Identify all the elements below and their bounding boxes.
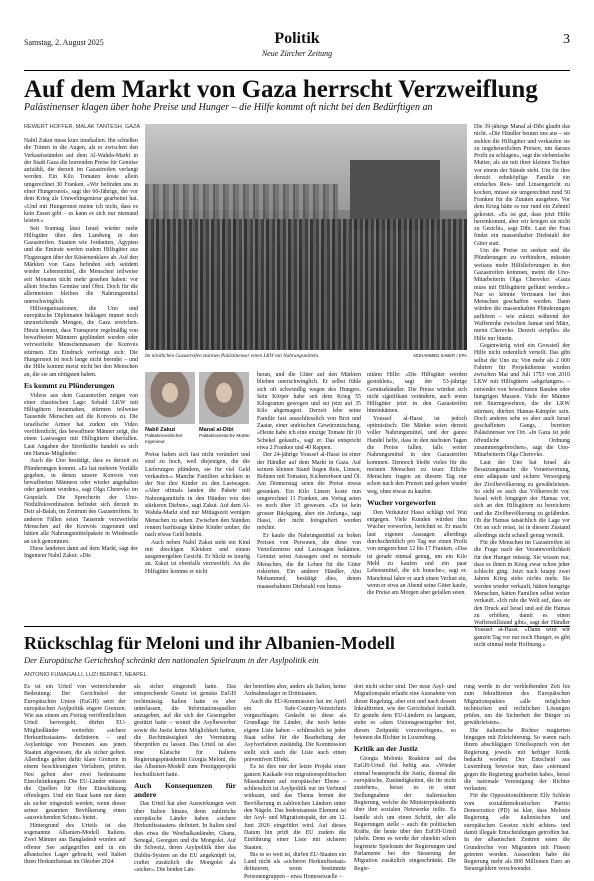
article2-column-4: dort nicht sicher sind. Der neue Asyl- und Migrationspakt erlaubt eine Ausnahme von dieser Regelung, aber erst und nach dessen Inkrafttreten, wie der Gerichtshof festhält. Er gesteht dem EU-Ländern zu langsam, stehe es «dem Unionsgesetzgeber frei, diesen Zeitpunkt vorzuverlegen», so betonen die Richter in Luxemburg. Kritik an der Justiz Giorgia Melonis Reaktion auf das EuGH-Urteil fiel heftig aus. «Wieder einmal beansprucht die Justiz, diesmal die europäische, Zuständigkeiten, die ihr nicht zustehen», heisst es in einer Stellungnahme der italienischen Regierung, welche die Ministerpräsidentin über ihre sozialen Netzwerke teilte. Es handle sich um einen Schritt, der alle Regierungen stelle – auch die politischen Kräfte, die heute über den EuGH-Urteil jubeln. Denn es werde der ohnehin schon begrenzte Spielraum der Regierungen und Parlamente bei der Steuerung der Migration zusätzlich eingeschränkt. Die Regie- xyxy=(354,684,456,872)
article1-column-5: Die 39-jährige Manal al-Dibi glaubt das nicht. «Die Händler beuten uns aus – sie stehlen die Hilfsgüter und verkaufen sie zu ungeheuerlichen Preisen, um daraus Profit zu schlagen», sagt die siebenfache Mutter, als sie mit ihrer kleinen Tochter vor einem der Stände steht. Um für ihre derzeit zehnköpfige Familie ein einfaches Reis- und Linsengericht zu kochen, müsse sie umgerechnet rund 50 Franken für die Zutaten ausgeben. Vor dem Krieg hätte es nur rund ein Zehntel gekostet. «Es ist gut, dass jetzt Hilfe hereinkommt, aber wir kriegen sie nicht zu Gesicht», sagt Dibi. Laut der Frau findet ein massenhafter Diebstahl der Güter statt. Um die Preise zu senken und die Plünderungen zu verhindern, müssten weitaus mehr Hilfslieferungen in den Gazastreifen kommen, meint die Uno-Mitarbeiterin Olga Cherevko: «Gaza muss mit Hilfsgütern geflutet werden.» Nur so könnte Vertrauen bei den Menschen geschaffen werden. Dann würden die massenhaften Plünderungen aufhören – wie zuletzt während der Waffenruhe zwischen Januar und März, meint Cherevko. Derzeit «tröpfle» die Hilfe nur hinein. Gegenwärtig wird ein Grossteil der Hilfe nicht ordentlich verteilt. Das gibt selbst die Uno zu: Von mehr als 2 000 Fahrten für Projektdienste wurden zwischen Mai und Juli 1753 von 2010 LKW mit Hilfsgütern «abgefangen» – entweder von bewaffneten Banden oder hungrigen Massen. Viele der Männer mit Sturmgewehren, die die LKW stürmen, dürften Hamas-Kämpfer sein. Doch anderes sehe es aber auch Israel geschaffenen Gangs, bereiten Palästinenser vor Ort. «In Gaza ist jede öffentliche Ordnung zusammengebrochen», sagt die Uno-Mitarbeiterin Olga Cherevko. Laut der Uno hat Israel als Besatzungsmacht die Verantwortung, eine adäquate und sichere Versorgung der Zivilbevölkerung zu gewährleisten. So sieht es auch das Völkerrecht vor. Israel wirft hingegen der Hamas vor, sich an den Hilfsgütern zu bereichern und die Zivilbevölkerung zu gefährden. Ob die Hamas tatsächlich die Lage vor Ort an sich reisst, ist in diesem Zustand allerdings nicht schnell genug verteilt. Für die Menschen im Gazastreifen ist die Frage nach der Verantwortlichkeit für den Hunger müssig. Sie wissen nur, dass es ihnen in Krieg zwar schon jeher schlecht ging. Jetzt nach knapp zwei Jahren Krieg stehe nichts mehr. Sie werden wieder verkauft, hätten hungrige Menschen, hätten Familien selbst weiter verkauft. «Ich rufe die Welt auf, dass sie den Druck auf Israel und auf die Hamas zu erhöhen, damit es einen Waffenstillstand gibt», sagt der Händler Youssef al-Hassi. «Dann wird wir ganzen Tag vor nur noch Hunger, es gibt nicht einmal mehr Hoffnung.» xyxy=(474,124,570,649)
article2-headline: Rückschlag für Meloni und ihr Albanien-Modell xyxy=(24,633,395,653)
article1-subheading-1: Es kommt zu Plünderungen xyxy=(24,380,115,390)
issue-date: Samstag, 2. August 2025 xyxy=(24,38,104,47)
portrait-role: Palästinensische Mutter xyxy=(199,434,250,439)
masthead: Neue Zürcher Zeitung xyxy=(261,49,333,58)
portrait-name: Manal al-Dibi xyxy=(199,427,234,433)
portrait-name: Nabil Zakut xyxy=(145,427,176,433)
portrait-role: Palästinensischer Ingenieur xyxy=(145,434,183,445)
article1-column-2: Preise haben sich fast nicht verändert und sind zu hoch, weil diejenigen, die die Lieferungen plündern, sie für viel Geld verkaufen.» Manche Familien schickten in der Not ihre Kinder zu den Lastwagen. «Aber oftmals landen die Pakete mit Nahrungsmitteln in den Händen von den stärkeren Dieben», sagt Zakut. Auf dem Al-Wahda-Markt sind nur Mittagszeit wenigen Menschen zu sehen. Zwischen den Ständen rennen barfüssige kleine Kinder umher, die nach etwas Geld betteln. Auch neben Nabil Zakut steht ein Kind mit dreckigen Kleidern und einem ausgemergelten Gesicht. Er blickt es traurig an. Zakut ist ebenfalls verzweifelt. An die Hilfsgüter komme er nicht xyxy=(145,452,250,575)
header-rule xyxy=(24,70,570,71)
section-title: Politik xyxy=(274,30,320,47)
article2-subheading-2: Kritik an der Justiz xyxy=(354,744,418,754)
article1-subheading-2: Wucher vorgeworfen xyxy=(367,498,436,508)
article2-byline: ANTONIO FUMAGALLI, LUZI BERNET, NEAPEL xyxy=(24,672,147,678)
article1-headline: Auf dem Markt von Gaza herrscht Verzweiflung xyxy=(24,76,538,103)
article2-subheading-1: Auch Konsequenzen für andere xyxy=(134,780,236,799)
page-number: 3 xyxy=(563,32,570,47)
article-separator xyxy=(24,626,570,627)
article1-photo xyxy=(145,124,467,350)
article1-column-1: Nabil Zakut muss kurz innehalten. Ihn schießen die Tränen in die Augen, als er zwischen den Verkaufsständen auf dem Al-Wahda-Markt in der Stadt Gaza die horrenden Preise für Gemüse aufzählt, die derzeit im Gazastreifen verlangt werden. Ein Kilo Tomaten koste allein umgerechnet 30 Franken. «Wir befinden uns in einer Hungersnot», sagt der 60-Jährige, der vor dem Krieg als Umweltingenieur gearbeitet hat. «Und mit Hungersnot meine ich nicht, dass es kein Essen gibt – es kann es sich nur niemand leisten.» Seit Sonntag lässt Israel wieder mehr Hilfsgüter über den Landweg in den Gazastreifen. Staaten wie Jordanien, Ägypten und die Emirate werfen zudem Hilfsgüter aus Flugzeugen über der Küstenenklave ab. Auf den Märkten von Gaza befinden sich seitdem wieder Lebensmittel, die Menschen teilweise seit Monaten nicht mehr gesehen haben: vor allem frisches Gemüse und Obst. Doch für die allermeisten bleiben die Nahrungsmittel unerschwinglich. Hilfsorganisationen, die Uno und europäische Diplomaten beklagen immer noch unzureichende Mengen, die Gaza erreichen. Hinzu kommt, dass Transporte regelmäßig von bewaffneten Männern geplündert werden oder verzweifelte Menschenmassen die Konvois stürmen. Ein Eindruck verfestigt sich: Die Hungersnot ist noch lange nicht beendet – und die Hilfe kommt meist nicht bei den Menschen an, die sie am nötigsten haben. Es kommt zu Plünderungen Videos aus dem Gazastreifen zeigen von einer chaotischen Lage: Sobald LKW mit Hilfsgütern herannahen, stürmen teilweise Tausende Menschen auf die Konvois zu. Die israelische Armee hat zudem ein Video veröffentlicht, das bewaffnete Männer zeigt, die einen Lastwagen mit Hilfsgütern überfallen. Laut Angaben der Streitkräfte handelt es sich um Hamas-Mitglieder. Auch die Uno bestätigt, dass es derzeit zu Plünderungen kommt. «Es hat mehrere Vorfälle gegeben, in denen unsere Konvois von bewaffneten Männern oder wieder angehalten oder geräumt wurden», sagt Olga Cherevko im Gespräch. Die Sprecherin der Uno-Nothilfekoordination befindet sich derzeit in Deir al-Balah, im Zentrum des Gazastreifens. In anderen Fällen seien Tausende verzweifelte Menschen auf die Konvois zugerannt und hätten alle Nahrungsmittelpakete in Windeseile an sich genommen. Diese landeten dann auf dem Markt, sagt der Ingenieur Nabil Zakut: «Die xyxy=(24,138,138,560)
article2-column-2: als sicher eingestuft hatte. Das entsprechende Gesetz ist gemäss EuGH rechtmässig. Italien hatte es aber unterlassen, die Informationsquellen anzugeben, auf die sich der Gesetzgeber gestützt hatte – womit die Asylbewerber sowie die Justiz keine Möglichkeit hatten, die Rechtmässigkeit der Vermutung überprüfen zu lassen. Das Urteil ist also eine Klatsche für Italiens Regierungspräsidentin Giorgia Meloni, die das Albanien-Modell zum Prestigeprojekt hochstilisiert hatte. Auch Konsequenzen für andere Das Urteil hat aber Auswirkungen weit über Italien hinaus, denn zahlreiche europäische Länder haben «sichere Herkunftsstaaten» definiert. In Italien sind dies etwa die Westbalkanländer, Ghana, Senegal, Georgien und die Mongolei. Auf die Schweiz, deren Asylpolitik über das Dublin-System an die EU angeknüpft ist, craftet zusätzlich die Mongolei als «sicher». Die beiden Län- xyxy=(134,684,236,874)
article1-column-3: heran, und die Güter auf den Märkten blieben unerschwinglich. Er selbst fühle sich oft schwindlig wegen des Hungers. Sein Körper habe seit dem Krieg 55 Kilogramm gewogen und sei jetzt auf 35 Kilo abgemagert. Derzeit lebe seine Familie fast ausschliesslich von Brot und Zaatar, einer arabischen Gewürzmischung. «Heute habe ich eine einzige Tomate für 10 Schekel gekauft», sagt er. Das entspricht etwa 2 Franken und 40 Rappen. Der 24-jährige Youssef al-Hassi ist einer der Händler auf dem Markt in Gaza. Auf seinem kleinen Stand liegen Reis, Linsen, Bohnen mit Tomaten, Kichererbsen und Öl. Am Donnerstag seien die Preise etwas gesunken. Ein Kilo Linsen koste nun umgerechnet 11 Franken, am Vortag seien es noch über 15 gewesen. «Es ist kein grosser Rückgang, aber ein Anfang», sagt Hassi, der nicht fotografiert werden möchte. Er kaufe die Nahrungsmittel zu hohen Preisen von Personen, die diese von Verteilzentren und Lastwagen bekämen. Genutzt seien Aussagen sind es normale Menschen, die ihr Leben für die Güter riskierten. Ein anderer Händler, Abu Mohammed, bestätigt dies, denen maassebahnen Diebstahl von huma- xyxy=(257,372,361,590)
article2-subtitle: Der Europäische Gerichtshof schränkt den nationalen Spielraum in der Asylpolitik ein xyxy=(24,655,319,665)
article2-column-3: der betreiben aber, anders als Italien, keine Aufnahmelager in Drittstaaten. Auch die EU-Kommission hat im April ein Safe-Country-Verzeichnis vorgeschlagen. Gedacht ist diese als Grundlage für Länder, die noch keine eigene Liste haben – schliesslich ist jeder Staat selbst für die Bearbeitung der Asylverfahren zuständig. Die Kommission stellt sich auch die Liste auch einen präventiven Effekt. Es ist dies nur der letzte Projekt einer ganzen Kaskade von migrationspolitischen Massnahmen auf europäischer Ebene – schliesslich ist Asylpolitik nur im Verbund wirksam, und das Thema brennt der Bevölkerung in zahlreichen Ländern unter den Nägeln. Das bedeutsamste Element ist der Asyl- und Migrationspakt, der am 12. Juni 2026 eingeführt wird. Auf dieses Datum hin prüft die EU zudem die Einführung einer Liste mit sicheren Staaten. Bis es so weit ist, dürfen EU-Staaten ein Land nicht als «sicheren Herkunftsstaat» definieren, wenn bestimmte Personengruppen – etwa Homosexuelle – xyxy=(244,684,346,880)
photo-credit: MOHAMMED SABER / EPA xyxy=(413,353,467,358)
article1-column-4: nitärer Hilfe: «Die Hilfsgüter werden gestohlen», sagt der 53-jährige Gemüsehändler. Die Preise würden sich nicht signifikant verändern, auch wenn Hilfsgüter jetzt in den Gazastreifen hineinkämen. Youssef al-Hassi ist jedoch optimistisch: Die Märkte seien derzeit voller Nahrungsmittel, und der ganze Handel helfe, dass in den nächsten Tagen die Preise fallen, falls weiter Nahrungsmittel in den Gazastreifen kommen. Dennoch bleibt vieles für die meisten Menschen zu teuer. Etliche Menschen fragen an diesem Tag nur schon nach den Preisen und gehen wieder weg, ohne etwas zu kaufen. Wucher vorgeworfen Den Verkäufer Hassi schlägt viel Wut entgegen. Viele Kunden würden ihm Wucher vorwerfen, berichtet er. Er macht laut eigenen Aussagen allerdings durchschnittlich pro Tag nur einen Profit von umgerechnet 12 bis 17 Franken. «Das ist gerade einmal genug, um ein Kilo Mehl zu kaufen und ein paar Lebensmittel, die ich brauche», sagt er. Manchmal fahre er auch einen Verlust ein, wenn er etwa an Abend seine Güter kaufe, die Preise am Morgen aber gefallen seien. xyxy=(367,372,467,597)
page-header xyxy=(24,30,570,70)
article2-column-5: rung werde in der verbleibenden Zeit bis zum Inkrafttreten des Europäischen Migrationspaktes «alle möglichen technischen und rechtlichen Lösungen prüfen, um die Sicherheit der Bürger zu gewährleisten». Die italienische Richter reagierten hingegen mit Erleichterung. So waren nach ihrem abschlägigen Urteilsspruch von der Regierung jeweils mit heftiger Kritik bedacht worden. Der Entscheid aus Luxemburg beweise nun, dass «niemand gegen die Regierung gearbeitet habe», heisst die nationale Vereinigung der Richter verlauten. Für die Oppositionsführerin Elly Schlein vom sozialdemokratischen Partito Democratico (PD) ist klar, dass Melonis Regierung «die italienischen und europäischen Gesetze nicht achten» und damit illegale Entscheidungen getroffen hat. In der albanischen Zentren seien die Grundrechte von Migranten mit Füssen getreten worden. Ausserdem habe die Regierung mehr als 800 Millionen Euro an Steuergeldern verschwendet. xyxy=(464,684,570,873)
portrait-manal-al-dibi xyxy=(199,372,249,424)
photo-caption: Im nördlichen Gazastreifen stürmen Palästinenser einen LKW mit Nahrungsmitteln. xyxy=(145,353,320,359)
article1-byline: REWERT HOFFER, MALAK TANTESH, GAZA xyxy=(24,124,141,130)
portrait-nabil-zakut xyxy=(145,372,195,424)
article2-column-1: Es ist ein Urteil von weitreichender Bedeutung: Der Gerichtshof der Europäischen Union (EuGH) setzt der europäischen Asylpolitik engere Grenzen. Wie aus einem am Freitag veröffentlichten Urteil hervorgeht, dürfen EU-Mitgliedländer weiterhin «sichere Herkunftsstaaten» definieren – und Asylanträge von Personen aus jenen Staaten abgewiesen, die als sicher gelten. Allerdings gelten dafür klare Grenzen in einem beschleunigten Verfahren, prüfen. Neu gelten aber zwei bedeutsame Einschränkungen: Die EU-Länder müssen die Quellen für ihre Einschätzung offenlegen. Und ein Staat kann nur dann als sicher eingestuft werden, wenn dieser seiner gesamten Bevölkerung einen «ausreichenden Schutz» bietet. Hintergrund des Urteils ist das sogenannte Albanien-Modell Italiens. Zwei Männer aus Bangladesh wurden auf offener See aufgegriffen und in ein albanisches Lager gebracht, weil Italien ihren Herkunftsstaat im Oktober 2024 xyxy=(24,684,126,866)
article1-subtitle: Palästinenser klagen über hohe Preise und Hunger – die Hilfe kommt oft nicht bei den Bedürftigen an xyxy=(24,102,433,113)
